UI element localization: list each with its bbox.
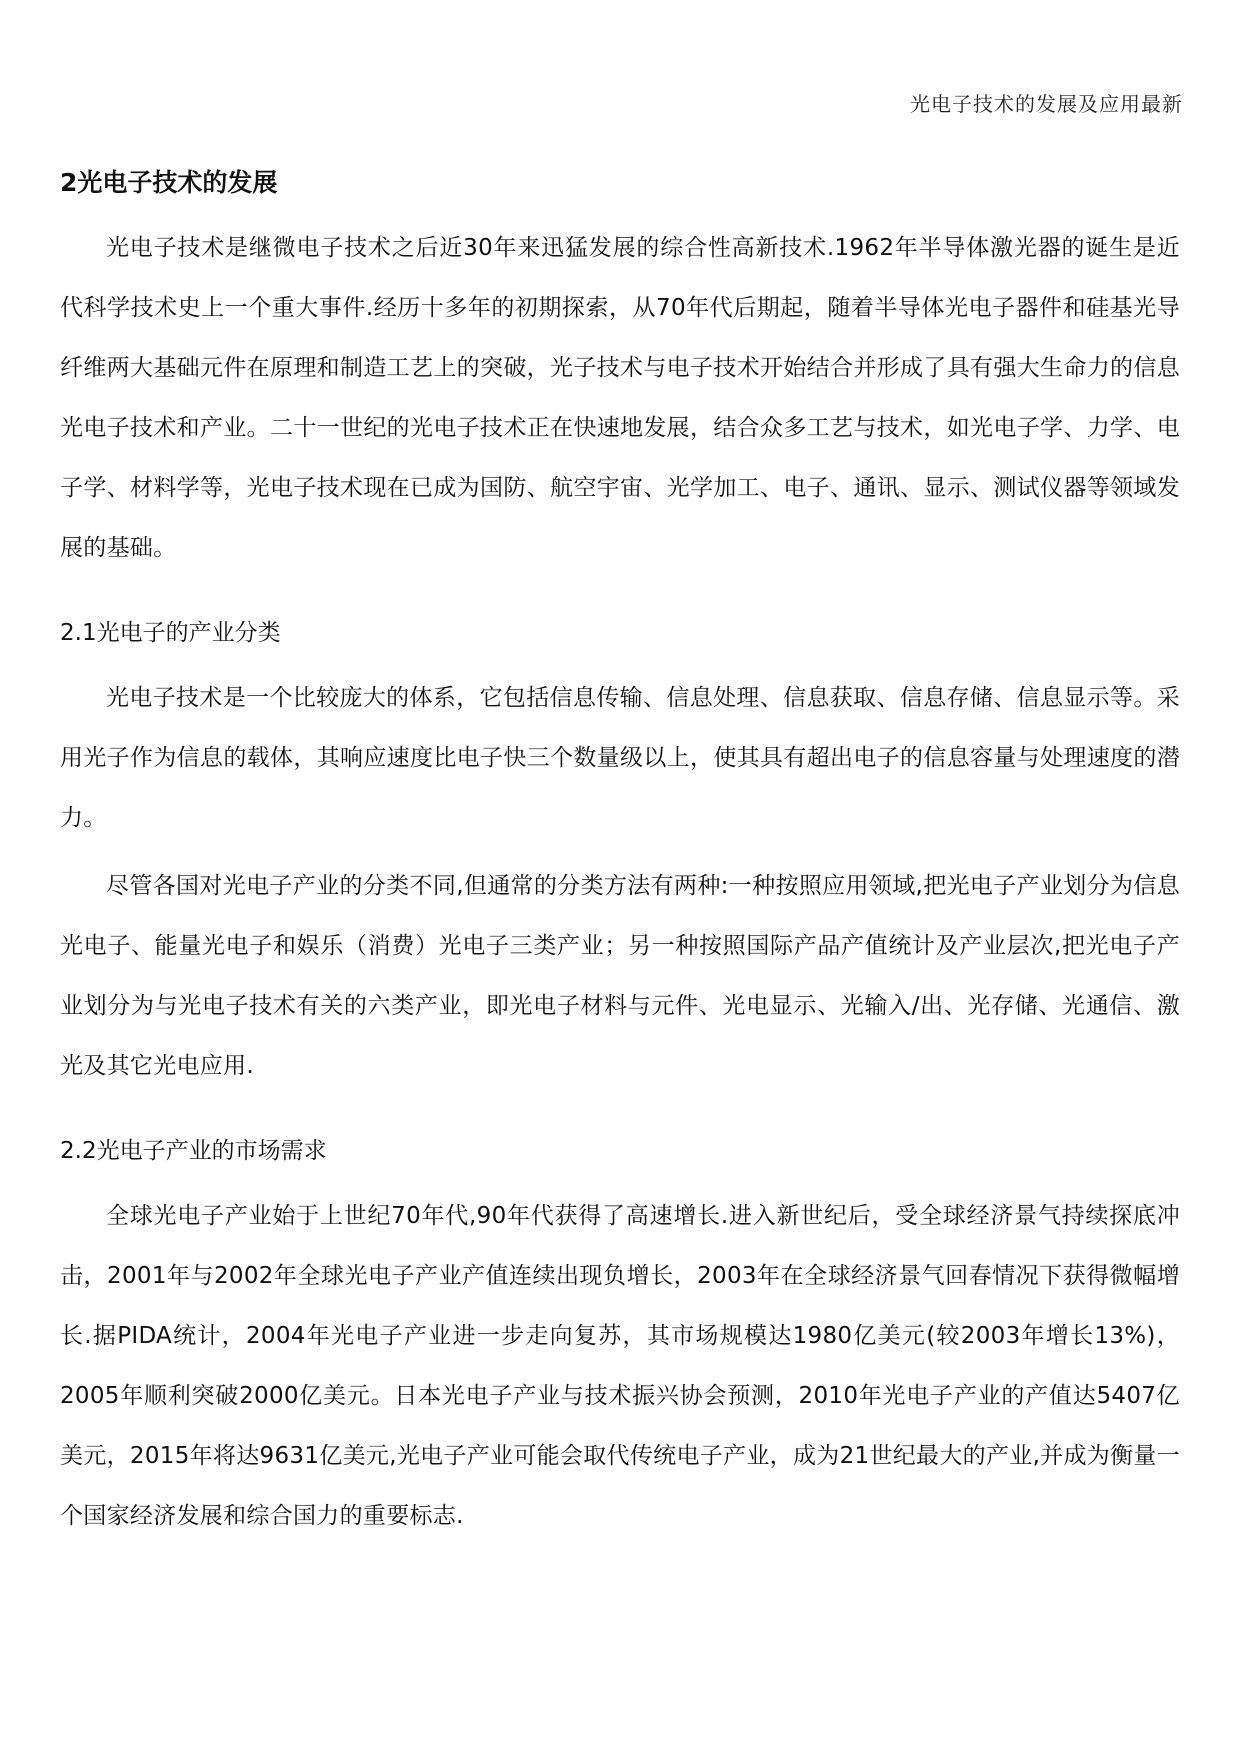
- section-heading-2: 2光电子技术的发展: [60, 168, 278, 197]
- section-2-1-paragraph-1: 光电子技术是一个比较庞大的体系，它包括信息传输、信息处理、信息获取、信息存储、信息显示等。采用光子作为信息的载体，其响应速度比电子快三个数量级以上，使其具有超出电子的信息容量与处理速度的潜力。: [60, 685, 1180, 831]
- section-2-2-paragraph: 全球光电子产业始于上世纪70年代,90年代获得了高速增长.进入新世纪后，受全球经济景气持续探底冲击，2001年与2002年全球光电子产业产值连续出现负增长，2003年在全球经济景气回春情况下获得微幅增长.据PIDA统计，2004年光电子产业进一步走向复苏，其市场规模达1980亿美元(较2003年增长13%)，2005年顺利突破2000亿美元。日本光电子产业与技术振兴协会预测，2010年光电子产业的产值达5407亿美元，2015年将达9631亿美元,光电子产业可能会取代传统电子产业，成为21世纪最大的产业,并成为衡量一个国家经济发展和综合国力的重要标志.: [60, 1203, 1180, 1529]
- section-heading-2-2: 2.2光电子产业的市场需求: [60, 1138, 327, 1164]
- document-body: [60, 158, 1180, 1546]
- running-header: 光电子技术的发展及应用最新: [910, 92, 1183, 116]
- section-2-1-paragraph-2: 尽管各国对光电子产业的分类不同,但通常的分类方法有两种:一种按照应用领域,把光电子产业划分为信息光电子、能量光电子和娱乐（消费）光电子三类产业；另一种按照国际产品产值统计及产业层次,把光电子产业划分为与光电子技术有关的六类产业，即光电子材料与元件、光电显示、光输入/出、光存储、光通信、激光及其它光电应用.: [60, 873, 1180, 1079]
- section-2-paragraph: 光电子技术是继微电子技术之后近30年来迅猛发展的综合性高新技术.1962年半导体激光器的诞生是近代科学技术史上一个重大事件.经历十多年的初期探索，从70年代后期起，随着半导体光电子器件和硅基光导纤维两大基础元件在原理和制造工艺上的突破，光子技术与电子技术开始结合并形成了具有强大生命力的信息光电子技术和产业。二十一世纪的光电子技术正在快速地发展，结合众多工艺与技术，如光电子学、力学、电子学、材料学等，光电子技术现在已成为国防、航空宇宙、光学加工、电子、通讯、显示、测试仪器等领域发展的基础。: [60, 235, 1180, 561]
- section-heading-2-1: 2.1光电子的产业分类: [60, 620, 281, 646]
